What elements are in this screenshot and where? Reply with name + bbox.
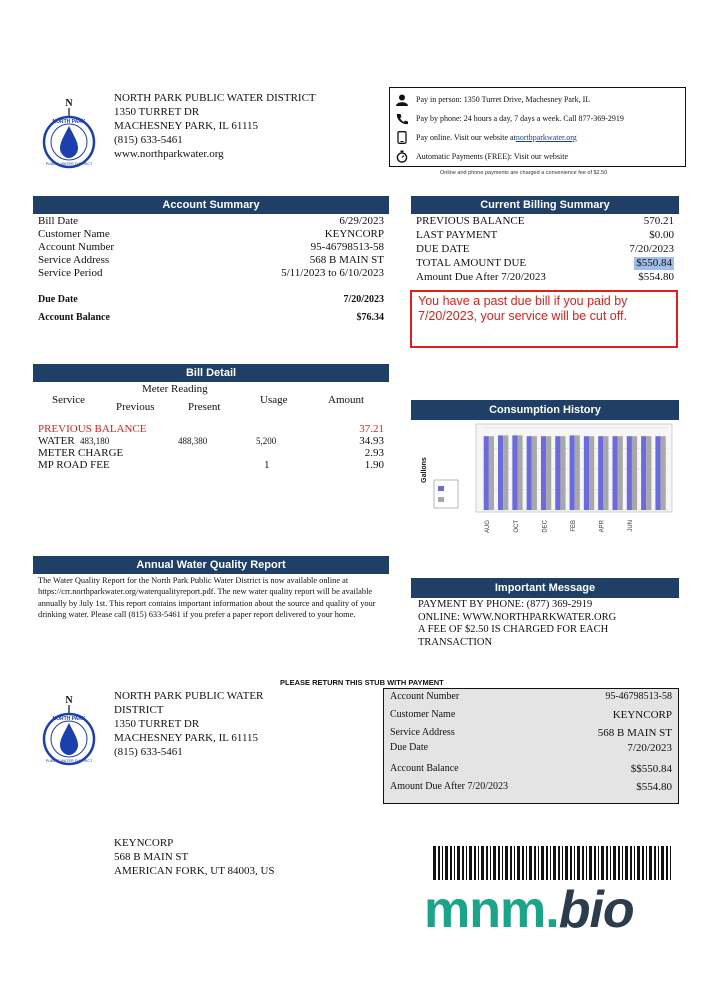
payment-options-box — [389, 87, 686, 167]
barcode-bar — [654, 846, 656, 880]
svg-text:NORTH PARK: NORTH PARK — [52, 716, 86, 722]
important-message-body — [418, 599, 678, 649]
pay-online: Pay online. Visit our website at northparkwater.org — [394, 128, 681, 147]
logo-north-letter: N — [65, 98, 73, 109]
watermark-suffix: bio — [558, 881, 634, 939]
table-row: METER CHARGE 2.93 — [38, 447, 384, 459]
chart-tick-label: AUG — [485, 520, 492, 534]
svg-text:PUBLIC WATER DISTRICT: PUBLIC WATER DISTRICT — [45, 759, 93, 763]
chart-bar — [627, 436, 632, 510]
stub-row: Customer Name KEYNCORP — [390, 709, 672, 721]
barcode-bar — [442, 846, 443, 880]
chart-bar — [632, 436, 637, 510]
chart-bar — [618, 436, 623, 510]
chart-bar — [575, 435, 580, 510]
district-street: 1350 TURRET DR — [114, 106, 200, 118]
total-amount-due-value: $550.84 — [636, 257, 672, 269]
bill-detail-header: Bill Detail — [33, 364, 389, 382]
stub-details-box — [383, 688, 679, 804]
stopwatch-icon — [394, 150, 410, 163]
barcode-bar — [493, 846, 496, 880]
col-header-present: Present — [188, 401, 221, 413]
district-website[interactable]: www.northparkwater.org — [114, 148, 224, 160]
barcode-bar — [646, 846, 647, 880]
barcode-bar — [534, 846, 536, 880]
chart-bar — [598, 436, 603, 510]
barcode-bar — [517, 846, 520, 880]
mailing-street: 568 B MAIN ST — [114, 851, 189, 863]
chart-bar — [612, 436, 617, 510]
barcode-bar — [457, 846, 460, 880]
barcode-bar — [538, 846, 539, 880]
chart-bar — [517, 435, 522, 510]
chart-tick-label: OCT — [513, 520, 520, 533]
stub-row: Amount Due After 7/20/2023 $554.80 — [390, 781, 672, 793]
barcode-bar — [570, 846, 572, 880]
chart-tick-label: APR — [599, 520, 606, 533]
table-row: WATER 483,180 488,380 5,200 34.93 — [38, 435, 384, 447]
person-icon — [394, 94, 410, 106]
phone-icon — [394, 113, 410, 125]
consumption-chart-svg — [412, 420, 678, 550]
barcode-bar — [526, 846, 527, 880]
stub-header: PLEASE RETURN THIS STUB WITH PAYMENT — [280, 678, 444, 687]
watermark-logo — [424, 880, 634, 940]
chart-bar — [661, 436, 666, 510]
barcode-bar — [445, 846, 448, 880]
col-header-meter-reading: Meter Reading — [142, 383, 208, 395]
chart-tick-label: DEC — [542, 520, 549, 533]
chart-legend — [434, 480, 458, 508]
barcode-bar — [642, 846, 644, 880]
barcode-bar — [466, 846, 467, 880]
barcode-bar — [505, 846, 508, 880]
barcode-bar — [582, 846, 584, 880]
district-logo — [38, 96, 100, 170]
chart-bar — [589, 436, 594, 510]
water-quality-header: Annual Water Quality Report — [33, 556, 389, 574]
svg-text:PUBLIC WATER DISTRICT: PUBLIC WATER DISTRICT — [45, 162, 93, 166]
barcode-bar — [478, 846, 479, 880]
chart-bar — [584, 436, 589, 510]
consumption-chart — [412, 420, 678, 550]
barcode-bar — [514, 846, 515, 880]
important-message-line: A FEE OF $2.50 IS CHARGED FOR EACH — [418, 624, 609, 635]
barcode-bar — [454, 846, 455, 880]
past-due-warning: You have a past due bill if you paid by 7/20/2023, your service will be cut off. — [410, 290, 678, 348]
barcode-bar — [577, 846, 580, 880]
chart-bar — [541, 436, 546, 510]
barcode-bar — [606, 846, 608, 880]
barcode-bar — [625, 846, 628, 880]
table-row: MP ROAD FEE 1 1.90 — [38, 459, 384, 471]
current-billing-header: Current Billing Summary — [411, 196, 679, 214]
chart-bar — [484, 436, 489, 510]
mobile-device-icon — [394, 131, 410, 144]
barcode-bar — [502, 846, 503, 880]
barcode-bar — [586, 846, 587, 880]
pay-in-person: Pay in person: 1350 Turret Drive, Machesney Park, IL — [394, 90, 681, 109]
barcode-bar — [637, 846, 640, 880]
barcode-bar — [622, 846, 623, 880]
stub-row: Account Number 95-46798513-58 — [390, 691, 672, 702]
chart-bar — [512, 435, 517, 510]
stub-row: Due Date 7/20/2023 — [390, 742, 672, 754]
important-message-header: Important Message — [411, 578, 679, 598]
barcode-bar — [550, 846, 551, 880]
chart-bar — [498, 435, 503, 510]
legend-swatch-series-2 — [438, 497, 444, 502]
table-row: PREVIOUS BALANCE 37.21 — [38, 423, 384, 435]
barcode-bar — [613, 846, 616, 880]
mailing-city: AMERICAN FORK, UT 84003, US — [114, 865, 275, 877]
stub-district-logo — [38, 693, 100, 767]
chart-ylabel: Gallons — [421, 457, 428, 483]
barcode-bar — [594, 846, 596, 880]
chart-bar — [560, 436, 565, 510]
barcode-bar — [450, 846, 452, 880]
chart-bar — [489, 436, 494, 510]
barcode-bar — [558, 846, 560, 880]
stub-row: Service Address 568 B MAIN ST — [390, 727, 672, 739]
chart-bar — [532, 436, 537, 510]
bill-detail-table — [38, 383, 384, 478]
chart-bar — [503, 435, 508, 510]
chart-bar — [655, 436, 660, 510]
important-message-line: ONLINE: WWW.NORTHPARKWATER.ORG — [418, 611, 617, 623]
chart-bar — [527, 436, 532, 510]
barcode-bar — [562, 846, 563, 880]
watermark-brand: mnm — [424, 881, 546, 939]
barcode-bar — [661, 846, 664, 880]
convenience-fee-note: Online and phone payments are charged a convenience fee of $2.50 — [440, 170, 608, 176]
col-header-usage: Usage — [260, 394, 288, 406]
legend-swatch-series-1 — [438, 486, 444, 491]
district-phone: (815) 633-5461 — [114, 134, 183, 146]
barcode-bar — [462, 846, 464, 880]
important-message-line: TRANSACTION — [418, 636, 493, 648]
chart-bar — [603, 436, 608, 510]
barcode-bar — [565, 846, 568, 880]
barcode-bar — [510, 846, 512, 880]
svg-text:NORTH PARK: NORTH PARK — [52, 119, 86, 125]
chart-bar — [641, 436, 646, 510]
barcode-bar — [481, 846, 484, 880]
water-quality-text: The Water Quality Report for the North Park Public Water District is now available online at https://crr.northparkwater.org/waterqualityreport.pdf. The new water quality report will be available annually by July 1st. This report contains important information about the source and quality of your drinking water. Please call (815) 633-5461 if you prefer a paper report delivered to your home. — [38, 576, 376, 619]
chart-bar — [546, 436, 551, 510]
district-address — [114, 91, 316, 161]
barcode-bar — [438, 846, 440, 880]
barcode-bar — [649, 846, 652, 880]
barcode-bar — [598, 846, 599, 880]
col-header-service: Service — [52, 394, 85, 406]
pay-automatic: Automatic Payments (FREE): Visit our website — [394, 147, 681, 166]
barcode-bar — [658, 846, 659, 880]
barcode-bar — [522, 846, 524, 880]
online-payment-link[interactable]: northparkwater.org — [515, 133, 577, 142]
mailing-address — [114, 836, 275, 878]
barcode-bar — [474, 846, 476, 880]
barcode-bar — [574, 846, 575, 880]
chart-bar — [646, 436, 651, 510]
chart-bar — [555, 436, 560, 510]
barcode-bar — [601, 846, 604, 880]
mailing-name: KEYNCORP — [114, 837, 174, 849]
barcode — [433, 846, 673, 880]
barcode-bar — [486, 846, 488, 880]
district-city: MACHESNEY PARK, IL 61115 — [114, 120, 259, 132]
watermark-dot: . — [545, 881, 559, 939]
account-summary-header: Account Summary — [33, 196, 389, 214]
barcode-bar — [541, 846, 544, 880]
svg-text:N: N — [65, 695, 73, 706]
barcode-bar — [610, 846, 611, 880]
col-header-previous: Previous — [116, 401, 155, 413]
barcode-bar — [670, 846, 671, 880]
barcode-bar — [529, 846, 532, 880]
barcode-bar — [433, 846, 436, 880]
consumption-history-header: Consumption History — [411, 400, 679, 420]
barcode-bar — [630, 846, 632, 880]
barcode-bar — [589, 846, 592, 880]
barcode-bar — [490, 846, 491, 880]
barcode-bar — [666, 846, 668, 880]
pay-by-phone: Pay by phone: 24 hours a day, 7 days a week. Call 877-369-2919 — [394, 109, 681, 128]
col-header-amount: Amount — [328, 394, 365, 406]
stub-row: Account Balance $$550.84 — [390, 763, 672, 775]
stub-district-address: NORTH PARK PUBLIC WATER DISTRICT 1350 TURRET DR MACHESNEY PARK, IL 61115 (815) 633-5461 — [114, 690, 264, 758]
barcode-bar — [546, 846, 548, 880]
chart-tick-label: FEB — [571, 520, 577, 532]
chart-tick-label: JUN — [628, 520, 635, 532]
important-message-line: PAYMENT BY PHONE: (877) 369-2919 — [418, 599, 593, 610]
chart-bar — [570, 435, 575, 510]
barcode-bar — [498, 846, 500, 880]
district-name: NORTH PARK PUBLIC WATER DISTRICT — [114, 92, 316, 104]
barcode-bar — [553, 846, 556, 880]
barcode-bar — [618, 846, 620, 880]
barcode-bar — [469, 846, 472, 880]
barcode-bar — [634, 846, 635, 880]
